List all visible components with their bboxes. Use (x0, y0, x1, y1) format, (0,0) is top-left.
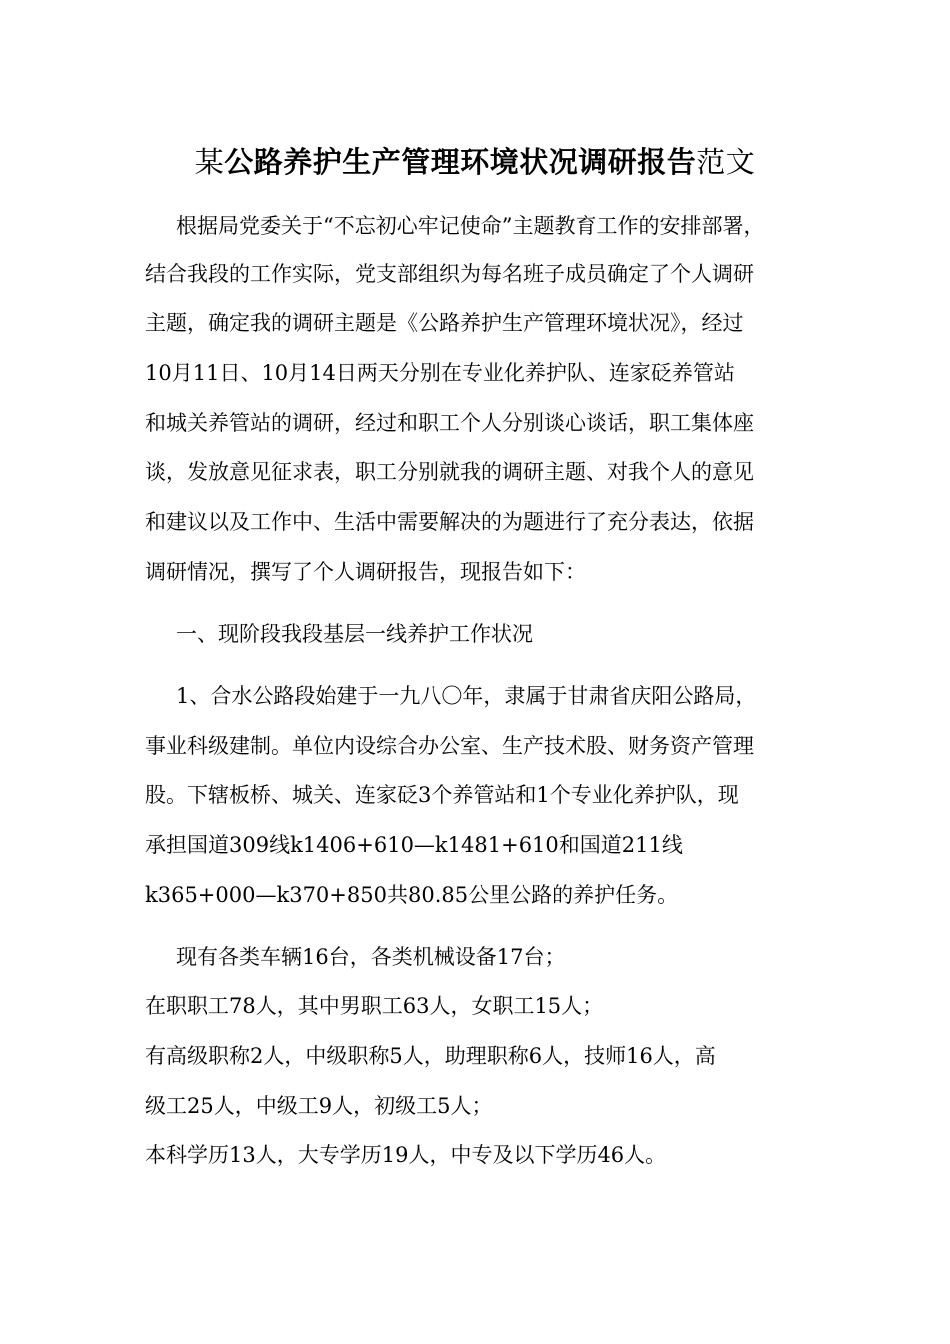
paragraph-line: 本科学历13人，大专学历19人，中专及以下学历46人。 (145, 1143, 667, 1167)
paragraph-line: 和建议以及工作中、生活中需要解决的为题进行了充分表达，依据 (145, 510, 754, 534)
title-suffix: 范文 (696, 145, 756, 179)
paragraph-line: 主题，确定我的调研主题是《公路养护生产管理环境状况》，经过 (145, 311, 744, 335)
paragraph-line: 1、合水公路段始建于一九八〇年，隶属于甘肃省庆阳公路局， (176, 684, 757, 708)
paragraph-line: 事业科级建制。单位内设综合办公室、生产技术股、财务资产管理 (145, 734, 754, 758)
paragraph-line: 10月11日、10月14日两天分别在专业化养护队、连家砭养管站 (145, 361, 735, 385)
paragraph-line: 结合我段的工作实际，党支部组织为每名班子成员确定了个人调研 (145, 262, 754, 286)
title-main: 公路养护生产管理环境状况调研报告 (224, 145, 697, 179)
paragraph-line: 根据局党委关于“不忘初心牢记使命”主题教育工作的安排部署， (176, 214, 765, 238)
paragraph-line: 有高级职称2人，中级职称5人，助理职称6人，技师16人，高 (145, 1044, 716, 1068)
paragraph-line: 现有各类车辆16台，各类机械设备17台； (176, 945, 566, 969)
paragraph-line: 谈，发放意见征求表，职工分别就我的调研主题、对我个人的意见 (145, 460, 754, 484)
paragraph-line: 级工25人，中级工9人，初级工5人； (145, 1094, 493, 1118)
document-title (0, 140, 950, 184)
section-heading: 一、现阶段我段基层一线养护工作状况 (176, 622, 533, 646)
paragraph-line: 承担国道309线k1406+610—k1481+610和国道211线 (145, 833, 683, 857)
paragraph-line: 和城关养管站的调研，经过和职工个人分别谈心谈话，职工集体座 (145, 411, 754, 435)
paragraph-line: 调研情况，撰写了个人调研报告，现报告如下： (145, 560, 586, 584)
paragraph-line: 在职职工78人，其中男职工63人，女职工15人； (145, 994, 604, 1018)
paragraph-line: k365+000—k370+850共80.85公里公路的养护任务。 (145, 883, 679, 907)
title-prefix: 某 (194, 145, 225, 179)
paragraph-line: 股。下辖板桥、城关、连家砭3个养管站和1个专业化养护队，现 (145, 783, 739, 807)
